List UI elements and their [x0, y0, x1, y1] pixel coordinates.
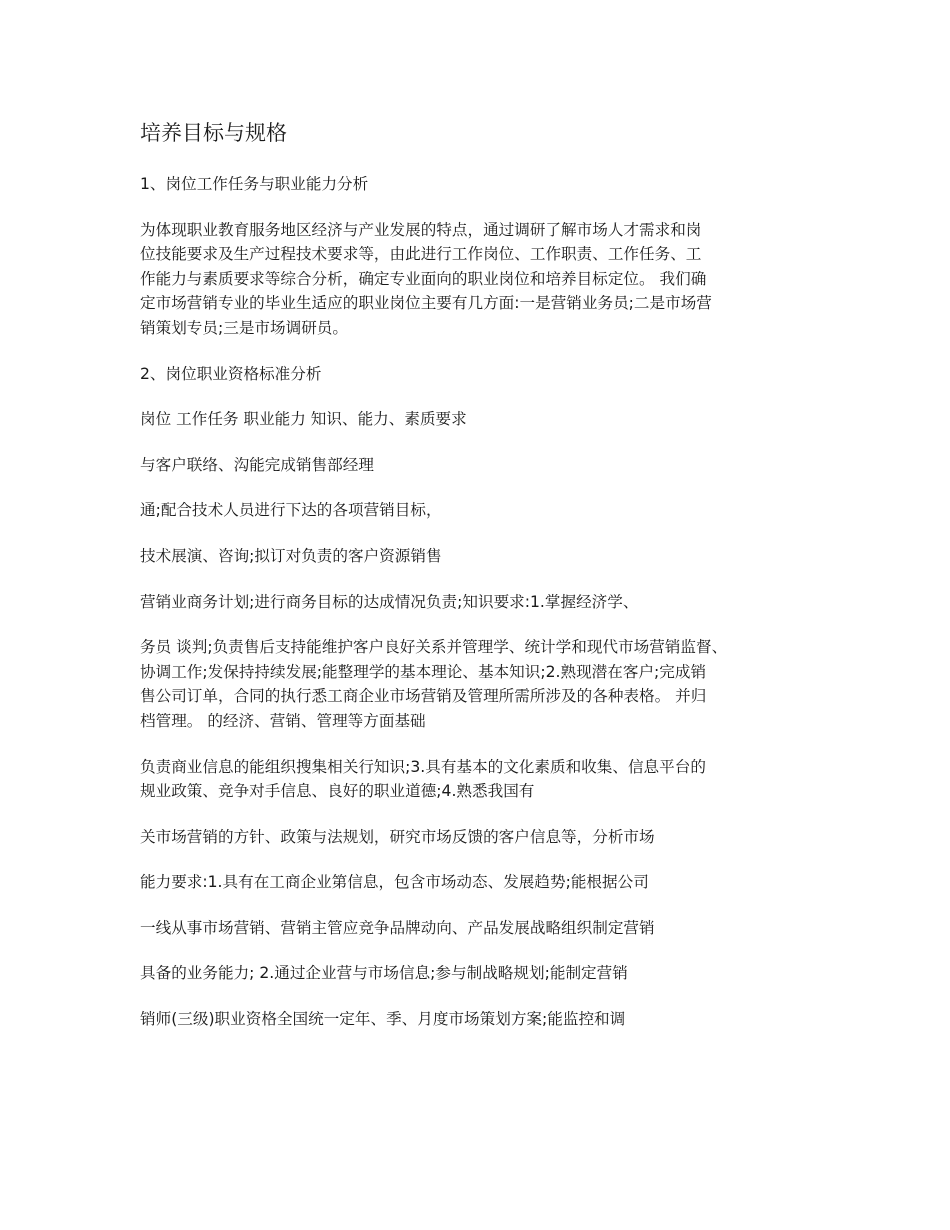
text-line: 档管理。 的经济、营销、管理等方面基础 — [140, 711, 426, 730]
paragraph — [140, 544, 820, 569]
document-page — [140, 118, 820, 1053]
paragraph — [140, 362, 820, 387]
text-line: 2、岗位职业资格标准分析 — [140, 364, 322, 383]
text-line: 营销业商务计划;进行商务目标的达成情况负责;知识要求:1.掌握经济学、 — [140, 592, 639, 611]
paragraph — [140, 635, 820, 733]
paragraph — [140, 916, 820, 941]
text-line: 售公司订单，合同的执行悉工商企业市场营销及管理所需所涉及的各种表格。 并归 — [140, 687, 707, 706]
text-line: 技术展演、咨询;拟订对负责的客户资源销售 — [140, 546, 442, 565]
paragraph — [140, 498, 820, 523]
text-line: 规业政策、竞争对手信息、良好的职业道德;4.熟悉我国有 — [140, 782, 535, 801]
paragraph — [140, 870, 820, 895]
paragraph — [140, 590, 820, 615]
paragraph — [140, 825, 820, 850]
text-line: 为体现职业教育服务地区经济与产业发展的特点，通过调研了解市场人才需求和岗 — [140, 220, 702, 239]
text-line: 作能力与素质要求等综合分析，确定专业面向的职业岗位和培养目标定位。 我们确 — [140, 269, 707, 288]
text-line: 负责商业信息的能组织搜集相关行知识;3.具有基本的文化素质和收集、信息平台的 — [140, 757, 706, 776]
text-line: 岗位 工作任务 职业能力 知识、能力、素质要求 — [140, 410, 467, 429]
text-line: 通;配合技术人员进行下达的各项营销目标， — [140, 501, 442, 520]
document-body — [140, 172, 820, 1032]
paragraph — [140, 755, 820, 804]
text-line: 1、岗位工作任务与职业能力分析 — [140, 175, 369, 193]
text-line: 定市场营销专业的毕业生适应的职业岗位主要有几方面:一是营销业务员;二是市场营 — [140, 294, 712, 313]
text-line: 与客户联络、沟能完成销售部经理 — [140, 455, 374, 474]
text-line: 销师(三级)职业资格全国统一定年、季、月度市场策划方案;能监控和调 — [140, 1010, 626, 1029]
text-line: 位技能要求及生产过程技术要求等，由此进行工作岗位、工作职责、工作任务、工 — [140, 245, 702, 264]
document-title: 培养目标与规格 — [140, 121, 287, 145]
paragraph — [140, 218, 820, 341]
text-line: 销策划专员;三是市场调研员。 — [140, 318, 348, 337]
text-line: 具备的业务能力; 2.通过企业营与市场信息;参与制战略规划;能制定营销 — [140, 964, 628, 983]
text-line: 关市场营销的方针、政策与法规划，研究市场反馈的客户信息等，分析市场 — [140, 827, 655, 846]
text-line: 一线从事市场营销、营销主管应竞争品牌动向、产品发展战略组织制定营销 — [140, 918, 655, 937]
paragraph — [140, 172, 820, 197]
paragraph — [140, 453, 820, 478]
paragraph — [140, 961, 820, 986]
text-line: 务员 谈判;负责售后支持能维护客户良好关系并管理学、统计学和现代市场营销监督、 — [140, 638, 728, 657]
paragraph — [140, 1007, 820, 1032]
paragraph — [140, 407, 820, 432]
text-line: 协调工作;发保持持续发展;能整理学的基本理论、基本知识;2.熟现潜在客户;完成销 — [140, 662, 707, 681]
text-line: 能力要求:1.具有在工商企业第信息，包含市场动态、发展趋势;能根据公司 — [140, 873, 649, 892]
